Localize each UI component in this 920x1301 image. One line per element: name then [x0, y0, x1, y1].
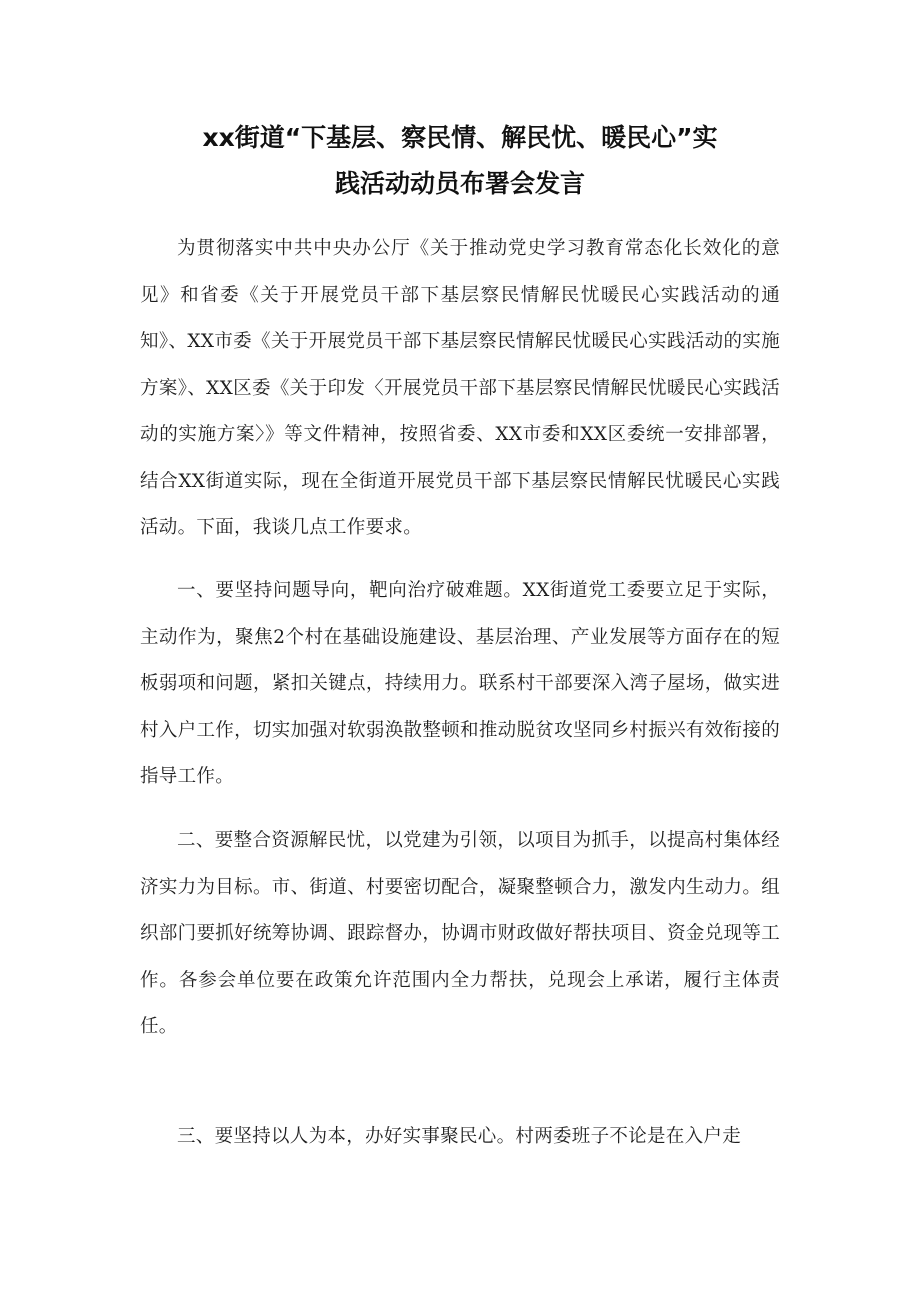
paragraph-intro: 为贯彻落实中共中央办公厅《关于推动党史学习教育常态化长效化的意见》和省委《关于开展党员干部下基层察民情解民忧暖民心实践活动的通知》、XX市委《关于开展党员干部下基层察民情解民忧暖民心实践活动的实施方案》、XX区委《关于印发〈开展党员干部下基层察民情解民忧暖民心实践活动的实施方案〉》等文件精神，按照省委、XX市委和XX区委统一安排部署，结合XX街道实际，现在全街道开展党员干部下基层察民情解民忧暖民心实践活动。下面，我谈几点工作要求。 [140, 238, 780, 538]
paragraph-point-one: 一、要坚持问题导向，靶向治疗破难题。XX街道党工委要立足于实际，主动作为，聚焦2个村在基础设施建设、基层治理、产业发展等方面存在的短板弱项和问题，紧扣关键点，持续用力。联系村干部要深入湾子屋场，做实进村入户工作，切实加强对软弱涣散整顿和推动脱贫攻坚同乡村振兴有效衔接的指导工作。 [140, 580, 780, 787]
paragraph-point-two: 二、要整合资源解民忧，以党建为引领，以项目为抓手，以提高村集体经济实力为目标。市、街道、村要密切配合，凝聚整顿合力，激发内生动力。组织部门要抓好统筹协调、跟踪督办，协调市财政做好帮扶项目、资金兑现等工作。各参会单位要在政策允许范围内全力帮扶，兑现会上承诺，履行主体责任。 [140, 830, 780, 1037]
paragraph-point-three: 三、要坚持以人为本，办好实事聚民心。村两委班子不论是在入户走 [177, 1126, 742, 1147]
document-title-line-2: 践活动动员布署会发言 [334, 169, 585, 198]
document-title-line-1: xx街道“下基层、察民情、解民忧、暖民心”实 [202, 123, 718, 152]
